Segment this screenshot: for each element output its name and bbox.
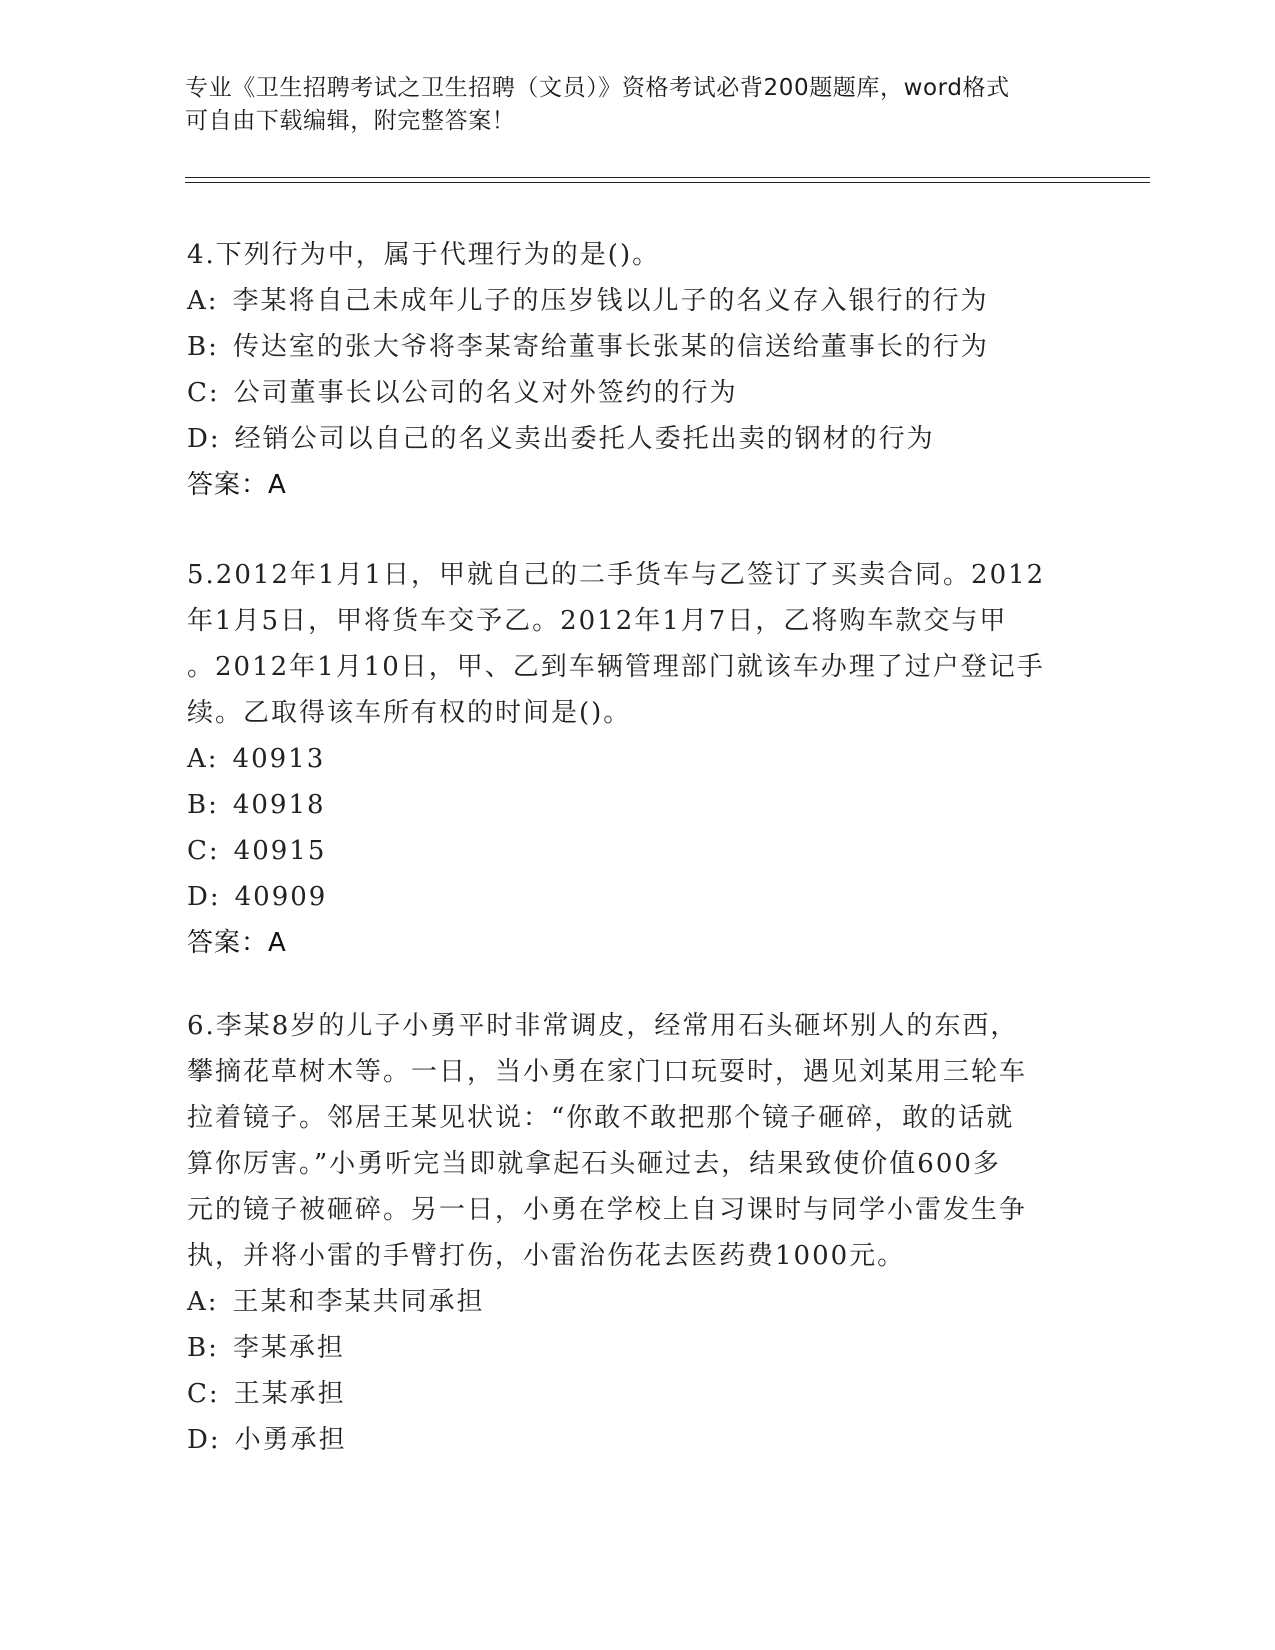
question-4 — [187, 232, 1087, 508]
question-stem-line: 4.下列行为中，属于代理行为的是()。 — [187, 240, 661, 270]
header-divider-top — [185, 177, 1150, 178]
header-line-2: 可自由下载编辑，附完整答案！ — [185, 108, 516, 134]
option-key: D: — [187, 882, 221, 912]
option-a — [187, 278, 1087, 324]
option-text: 40913 — [232, 744, 326, 774]
option-c — [187, 1371, 1087, 1417]
option-text: 小勇承担 — [234, 1425, 347, 1455]
answer-line: 答案：A — [187, 470, 287, 500]
question-stem-line: 拉着镜子。邻居王某见状说：“你敢不敢把那个镜子砸碎，敢的话就 — [187, 1103, 1015, 1133]
question-stem-line: 6.李某8岁的儿子小勇平时非常调皮，经常用石头砸坏别人的东西， — [187, 1011, 1019, 1041]
option-key: C: — [187, 378, 220, 408]
option-text: 李某将自己未成年儿子的压岁钱以儿子的名义存入银行的行为 — [232, 286, 989, 316]
header-divider-bottom — [185, 182, 1150, 183]
question-stem-line: 执，并将小雷的手臂打伤，小雷治伤花去医药费1000元。 — [187, 1241, 906, 1271]
option-text: 李某承担 — [232, 1333, 345, 1363]
question-stem-line: 元的镜子被砸碎。另一日，小勇在学校上自习课时与同学小雷发生争 — [187, 1195, 1028, 1225]
option-key: B: — [187, 790, 219, 820]
option-text: 王某承担 — [233, 1379, 346, 1409]
option-text: 经销公司以自己的名义卖出委托人委托出卖的钢材的行为 — [234, 424, 935, 454]
question-stem-line: 攀摘花草树木等。一日，当小勇在家门口玩耍时，遇见刘某用三轮车 — [187, 1057, 1028, 1087]
option-d — [187, 1417, 1087, 1463]
option-key: A: — [187, 744, 219, 774]
option-text: 公司董事长以公司的名义对外签约的行为 — [233, 378, 738, 408]
option-text: 40918 — [232, 790, 326, 820]
option-b — [187, 782, 1087, 828]
question-6 — [187, 1003, 1087, 1463]
option-text: 传达室的张大爷将李某寄给董事长张某的信送给董事长的行为 — [232, 332, 989, 362]
question-stem-line: 。2012年1月10日，甲、乙到车辆管理部门就该车办理了过户登记手 — [187, 652, 1045, 682]
option-a — [187, 1279, 1087, 1325]
option-text: 40915 — [233, 836, 327, 866]
option-b — [187, 324, 1087, 370]
option-key: B: — [187, 332, 219, 362]
header-line-1: 专业《卫生招聘考试之卫生招聘（文员）》资格考试必背200题题库，word格式 — [185, 75, 1010, 101]
option-b — [187, 1325, 1087, 1371]
option-text: 40909 — [234, 882, 328, 912]
question-stem-line: 续。乙取得该车所有权的时间是()。 — [187, 698, 632, 728]
option-key: C: — [187, 1379, 220, 1409]
question-stem-line: 5.2012年1月1日，甲就自己的二手货车与乙签订了买卖合同。2012 — [187, 560, 1046, 590]
document-header — [185, 72, 1065, 138]
option-key: A: — [187, 286, 219, 316]
question-stem-line: 年1月5日，甲将货车交予乙。2012年1月7日，乙将购车款交与甲 — [187, 606, 1008, 636]
option-a — [187, 736, 1087, 782]
answer-line: 答案：A — [187, 928, 287, 958]
option-key: D: — [187, 424, 221, 454]
option-key: C: — [187, 836, 220, 866]
option-key: B: — [187, 1333, 219, 1363]
option-d — [187, 416, 1087, 462]
option-c — [187, 828, 1087, 874]
question-stem-line: 算你厉害。”小勇听完当即就拿起石头砸过去，结果致使价值600多 — [187, 1149, 1001, 1179]
option-c — [187, 370, 1087, 416]
option-key: A: — [187, 1287, 219, 1317]
option-d — [187, 874, 1087, 920]
option-key: D: — [187, 1425, 221, 1455]
option-text: 王某和李某共同承担 — [232, 1287, 485, 1317]
question-5 — [187, 552, 1087, 966]
